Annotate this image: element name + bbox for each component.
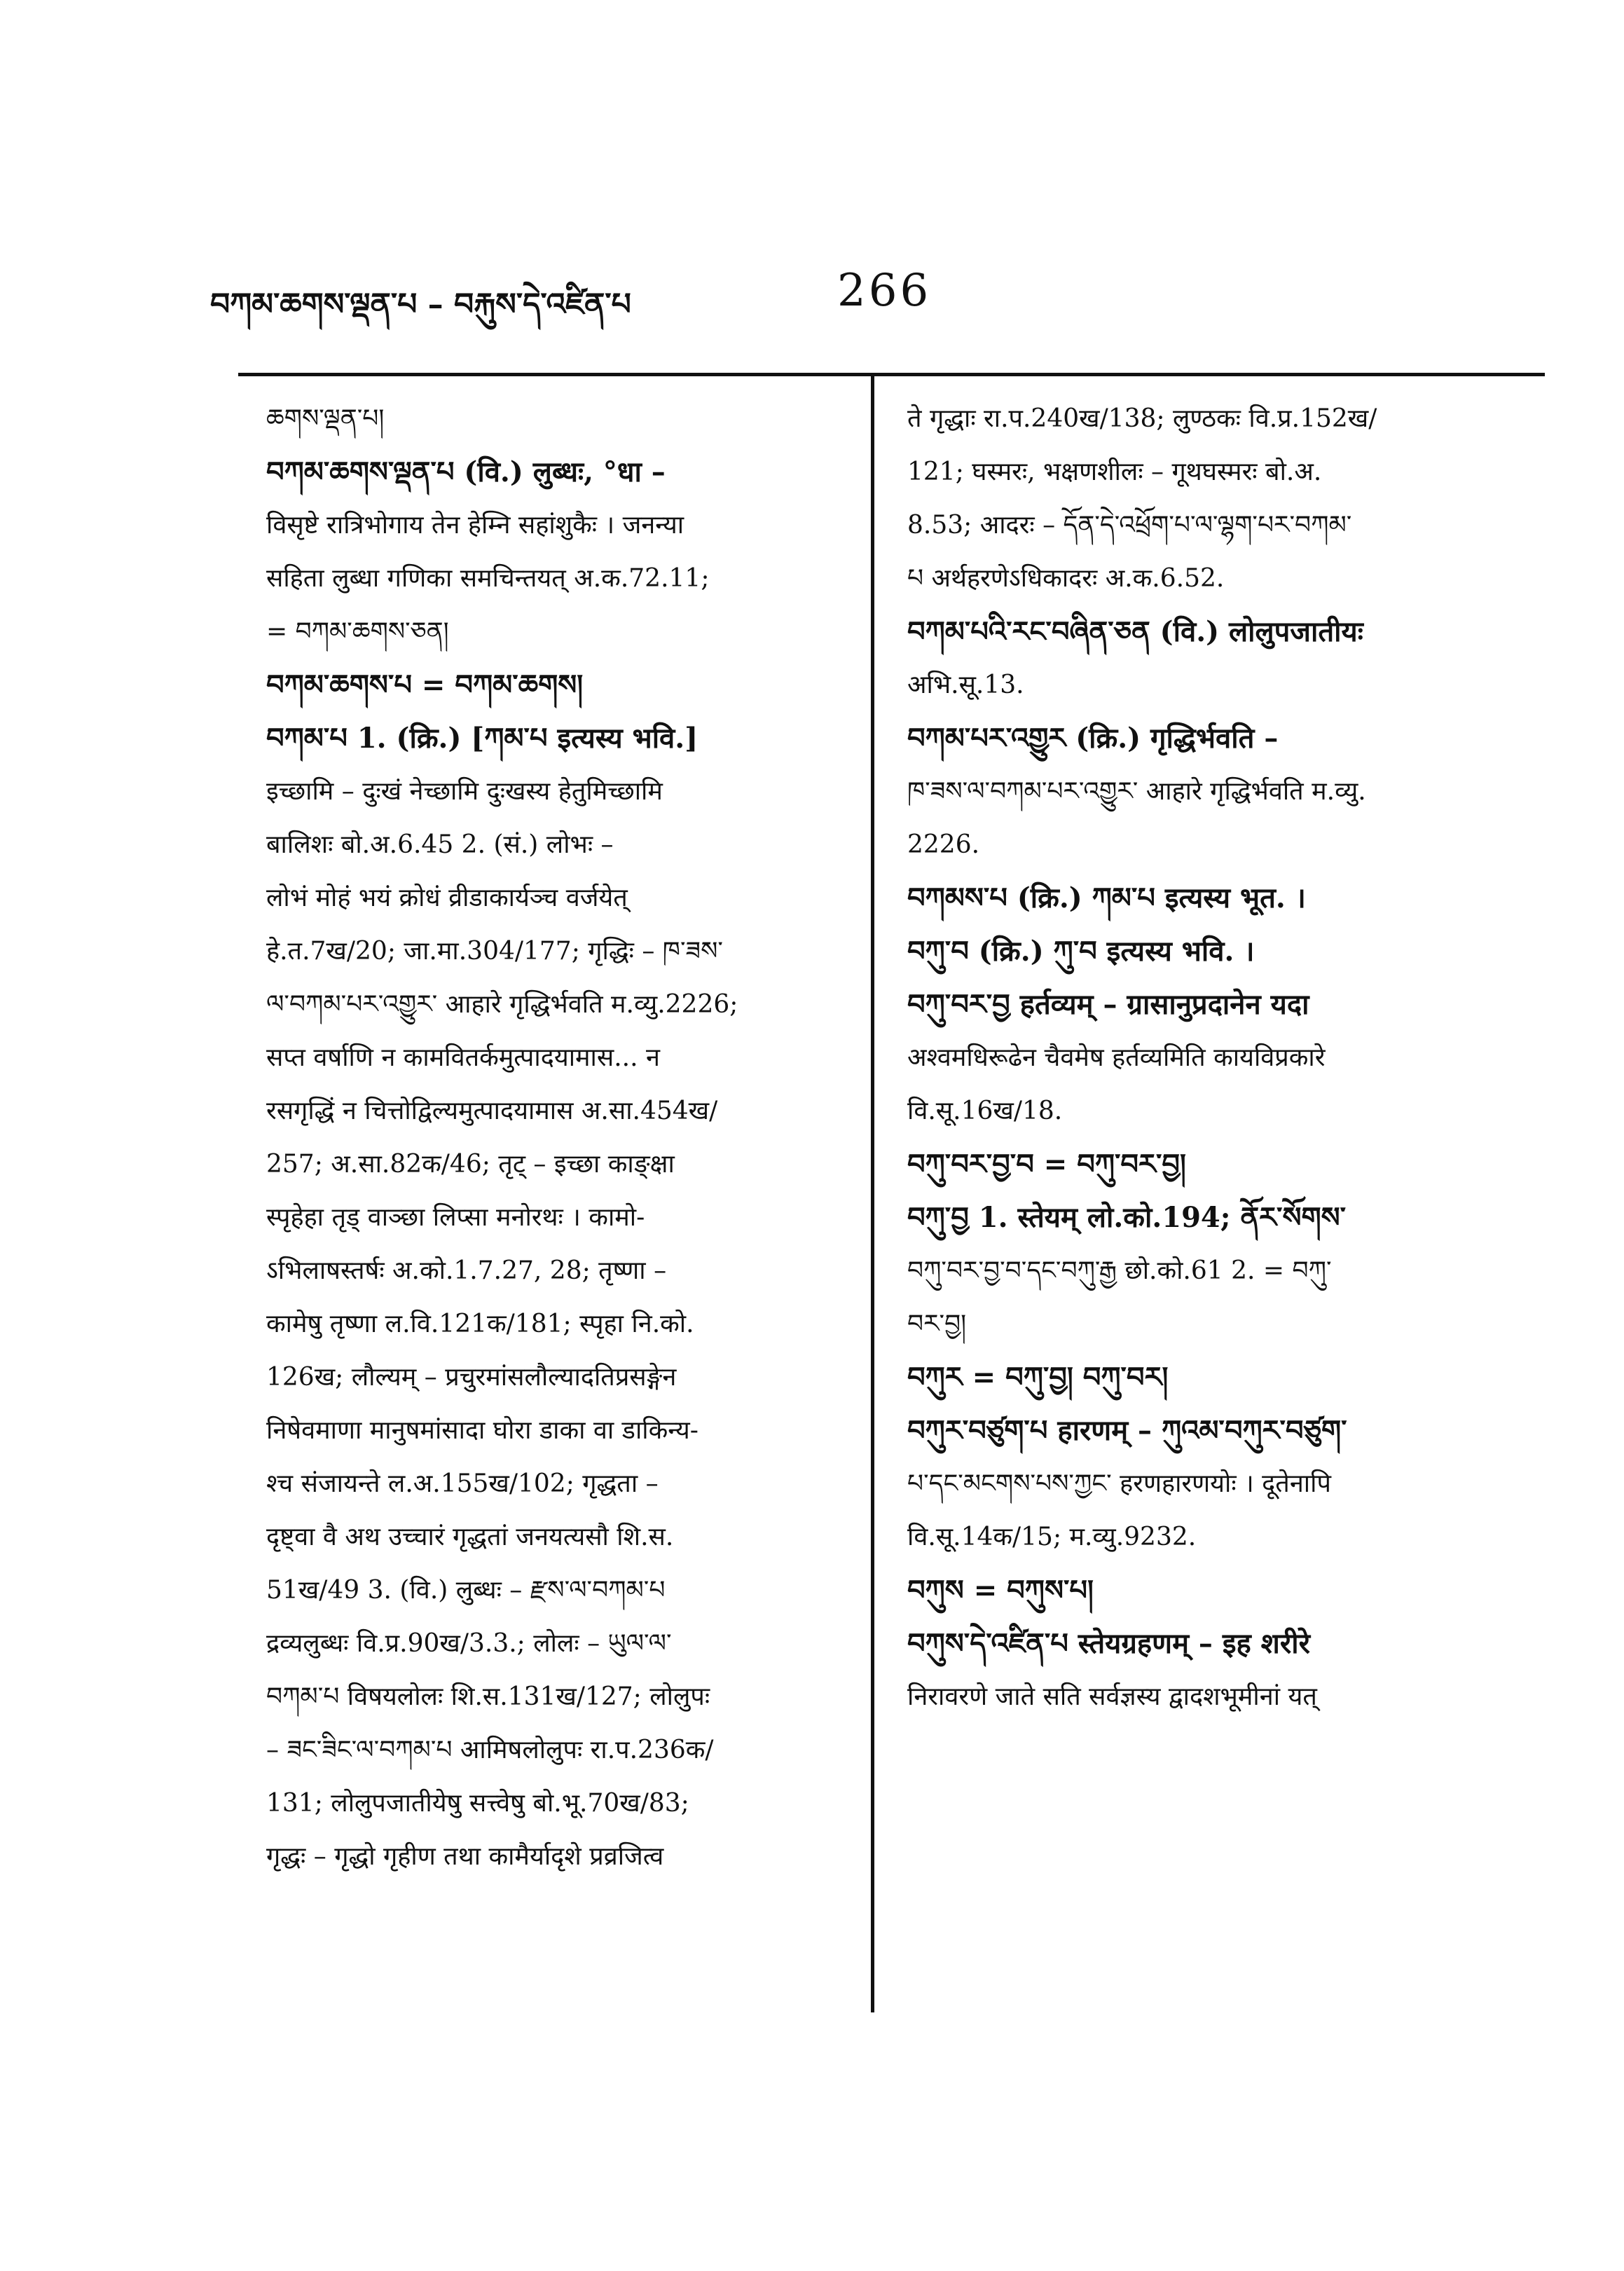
entry-text-line: वि.सू.14क/15; म.व्यु.9232. — [907, 1523, 1197, 1551]
entry-text-line: सप्त वर्षाणि न कामवितर्कमुत्पादयामास... न — [266, 1043, 660, 1072]
entry-text-line: 121; घस्मरः, भक्षणशीलः – गूथघस्मरः बो.अ. — [907, 458, 1322, 486]
entry-text-line: ऽभिलाषस्तर्षः अ.को.1.7.27, 28; तृष्णा – — [266, 1256, 667, 1285]
entry-text-line: བར་བྱ། — [907, 1310, 967, 1338]
entry-text-line: 51ख/49 3. (वि.) लुब्धः – རྫས་ལ་བཀམ་པ — [266, 1576, 666, 1605]
column-divider — [871, 373, 874, 2012]
entry-text-line: निषेवमाणा मानुषमांसादा घोरा डाका वा डाकिन्य- — [266, 1416, 699, 1445]
entry-text-line: བཀམ་པ विषयलोलः शि.स.131ख/127; लोलुपः — [266, 1682, 710, 1711]
entry-text-line: – ཟང་ཟིང་ལ་བཀམ་པ आमिषलोलुपः रा.प.236क/ — [266, 1736, 714, 1764]
entry-text-line: ལ་བཀམ་པར་འགྱུར་ आहारे गृद्धिर्भवति म.व्यु.2226; — [266, 990, 738, 1019]
entry-text-line: दृष्ट्वा वै अथ उच्चारं गृद्धतां जनयत्यसौ शि.स. — [266, 1523, 674, 1551]
entry-text-line: हे.त.7ख/20; जा.मा.304/177; गृद्धिः – ཁ་ཟས་ — [266, 937, 723, 966]
page-number: 266 — [837, 265, 932, 317]
entry-text-line: रसगृद्धिं न चित्तोद्विल्यमुत्पादयामास अ.सा.454ख/ — [266, 1097, 718, 1125]
entry-text-line: པ་དང་མངགས་པས་ཀྱང་ हरणहारणयोः । दूतेनापि — [907, 1469, 1331, 1498]
entry-text-line: ཆགས་ལྡན་པ། — [266, 404, 385, 433]
left-column — [266, 392, 848, 1884]
right-column — [907, 392, 1517, 1724]
entry-text-line: = བཀམ་ཆགས་ཅན། — [266, 617, 449, 646]
entry-text-line: सहिता लुब्धा गणिका समचिन्तयत् अ.क.72.11; — [266, 564, 710, 593]
entry-text-line: गृद्धः – गृद्धो गृहीण तथा कामैर्यादृशे प्रव्रजित्व — [266, 1842, 664, 1871]
entry-text-line: བཀུ་བར་བྱ་བ་དང་བཀུ་རྒྱ छो.को.61 2. = བཀུ་ — [907, 1256, 1332, 1285]
entry-headword-line: བཀུར་བཙུག་པ हारणम् – ཀུའམ་བཀུར་བཙུག་ — [907, 1414, 1347, 1447]
header-rule — [238, 373, 1545, 376]
entry-headword-line: བཀུས་དེ་འཛིན་པ स्तेयग्रहणम् – इह शरीरे — [907, 1627, 1310, 1660]
entry-headword-line: བཀུ་བར་བྱ हर्तव्यम् – ग्रासानुप्रदानेन यदा — [907, 988, 1309, 1021]
entry-text-line: པ अर्थहरणेऽधिकादरः अ.क.6.52. — [907, 564, 1225, 593]
entry-text-line: श्च संजायन्ते ल.अ.155ख/102; गृद्धता – — [266, 1469, 659, 1498]
entry-text-line: 257; अ.सा.82क/46; तृट् – इच्छा काङ्क्षा — [266, 1150, 675, 1179]
entry-headword-line: བཀམ་པའི་རང་བཞིན་ཅན (वि.) लोलुपजातीयः — [907, 615, 1363, 648]
entry-headword-line: བཀམ་པ 1. (क्रि.) [ཀམ་པ इत्यस्य भवि.] — [266, 722, 699, 755]
entry-headword-line: བཀུ་བར་བྱ་བ = བཀུ་བར་བྱ། — [907, 1148, 1186, 1181]
entry-headword-line: བཀམ་ཆགས་ལྡན་པ (वि.) लुब्धः, °धा – — [266, 455, 666, 488]
entry-text-line: निरावरणे जाते सति सर्वज्ञस्य द्वादशभूमीनां यत् — [907, 1682, 1317, 1711]
entry-text-line: ཁ་ཟས་ལ་བཀམ་པར་འགྱུར་ आहारे गृद्धिर्भवति म.व्यु. — [907, 777, 1366, 806]
entry-headword-line: བཀམ་པར་འགྱུར (क्रि.) गृद्धिर्भवति – — [907, 722, 1279, 755]
entry-text-line: कामेषु तृष्णा ल.वि.121क/181; स्पृहा नि.को. — [266, 1310, 694, 1338]
entry-text-line: वि.सू.16ख/18. — [907, 1097, 1063, 1125]
entry-text-line: द्रव्यलुब्धः वि.प्र.90ख/3.3.; लोलः – ཡུལ་ལ་ — [266, 1629, 672, 1658]
entry-headword-line: བཀུ་བ (क्रि.) ཀུ་བ इत्यस्य भवि. । — [907, 935, 1255, 968]
entry-headword-line: བཀམས་པ (क्रि.) ཀམ་པ इत्यस्य भूत. । — [907, 881, 1306, 914]
entry-text-line: 8.53; आदरः – དོན་དེ་འཕྲོག་པ་ལ་ལྷག་པར་བཀམ་ — [907, 511, 1352, 540]
entry-headword-line: བཀུས = བཀུས་པ། — [907, 1574, 1094, 1607]
entry-text-line: बालिशः बो.अ.6.45 2. (सं.) लोभः – — [266, 830, 614, 859]
entry-text-line: 126ख; लौल्यम् – प्रचुरमांसलौल्यादतिप्रसङ्गेन — [266, 1363, 677, 1392]
entry-headword-line: བཀུར = བཀུ་བྱ། བཀུ་བར། — [907, 1361, 1169, 1394]
entry-headword-line: བཀུ་བྱ 1. स्तेयम् लो.को.194; ནོར་སོགས་ — [907, 1201, 1347, 1234]
entry-text-line: अश्वमधिरूढेन चैवमेष हर्तव्यमिति कायविप्रकारे — [907, 1043, 1326, 1072]
entry-text-line: इच्छामि – दुःखं नेच्छामि दुःखस्य हेतुमिच्छामि — [266, 777, 663, 806]
entry-text-line: ते गृद्धाः रा.प.240ख/138; लुण्ठकः वि.प्र.152ख/ — [907, 404, 1377, 433]
entry-headword-line: བཀམ་ཆགས་པ = བཀམ་ཆགས། — [266, 668, 584, 701]
entry-text-line: 2226. — [907, 830, 980, 859]
entry-text-line: लोभं मोहं भयं क्रोधं व्रीडाकार्यञ्च वर्जयेत् — [266, 884, 628, 912]
running-title: བཀམ་ཆགས་ལྡན་པ – བརྐུས་དེ་འཛིན་པ — [210, 287, 631, 322]
entry-text-line: अभि.सू.13. — [907, 671, 1024, 699]
entry-text-line: 131; लोलुपजातीयेषु सत्त्वेषु बो.भू.70ख/83; — [266, 1789, 689, 1818]
entry-text-line: स्पृहेहा तृड् वाञ्छा लिप्सा मनोरथः । कामो- — [266, 1203, 645, 1232]
entry-text-line: विसृष्टे रात्रिभोगाय तेन हेम्नि सहांशुकैः । जनन्या — [266, 511, 684, 540]
